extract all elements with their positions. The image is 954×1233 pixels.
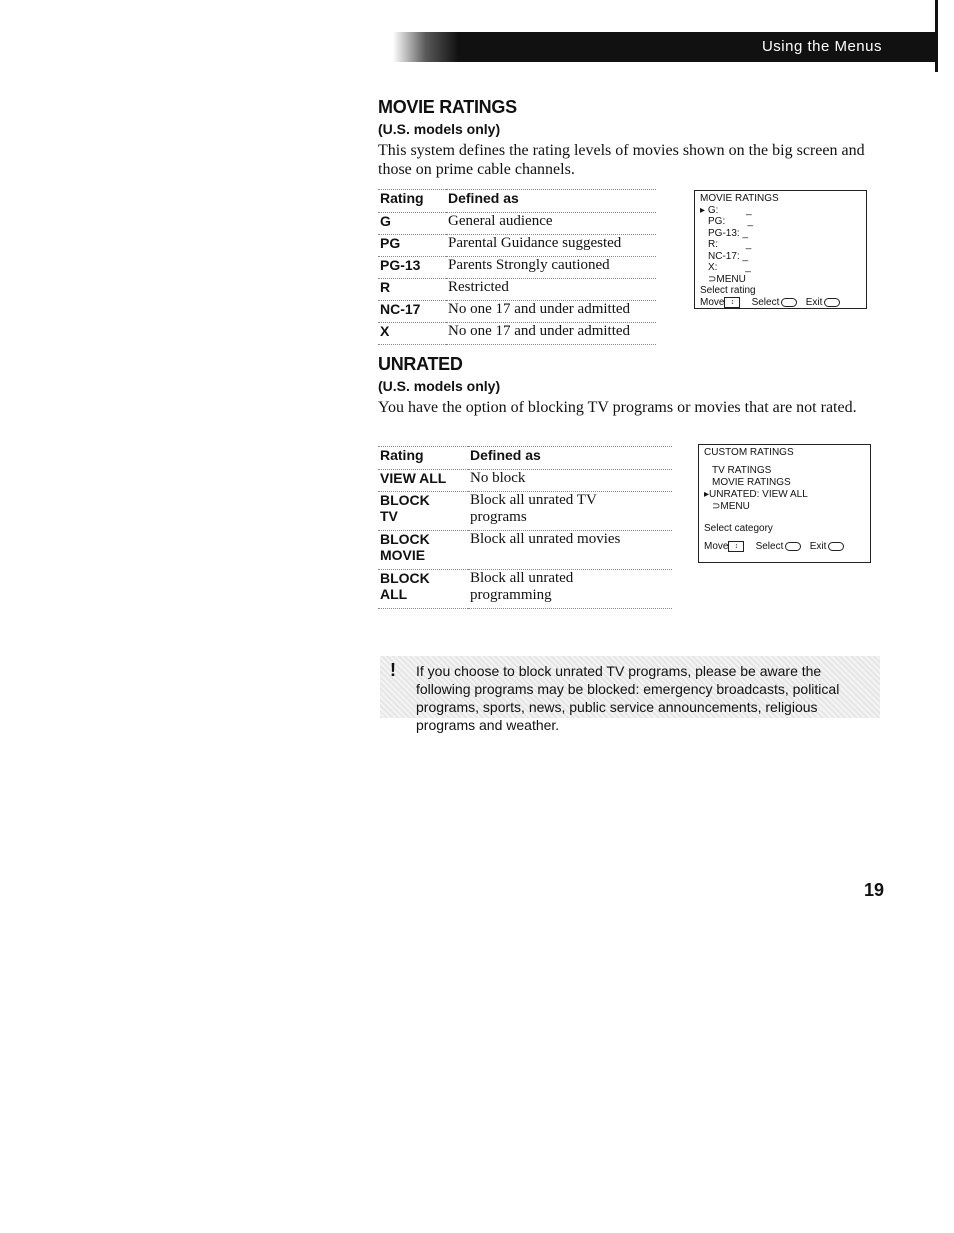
unrated-table	[378, 446, 672, 609]
osd-controls	[704, 541, 865, 553]
table-row	[378, 279, 656, 301]
osd-controls	[700, 297, 861, 309]
unrated-description: You have the option of blocking TV programs or movies that are not rated.	[378, 399, 857, 416]
definition-cell: No one 17 and under admitted	[446, 301, 656, 323]
col-defined-header: Defined as	[446, 190, 656, 213]
rating-line: TV	[380, 508, 398, 524]
table-header-row	[378, 190, 656, 213]
osd-select-label: Select	[755, 541, 784, 553]
table-header-row	[378, 447, 672, 470]
table-row	[378, 213, 656, 235]
osd-item-label: R:	[708, 239, 718, 250]
rating-line: BLOCK	[380, 570, 430, 586]
movie-section-title: MOVIE RATINGS	[378, 97, 517, 117]
osd-item-label: X:	[708, 262, 718, 273]
warning-icon: !	[390, 660, 396, 680]
table-row	[378, 235, 656, 257]
movie-section-subtitle: (U.S. models only)	[378, 121, 501, 137]
definition-cell	[468, 470, 672, 492]
definition-line: programming	[470, 587, 552, 603]
definition-cell	[468, 531, 672, 570]
menu-button-icon	[828, 542, 844, 551]
col-rating-header: Rating	[378, 190, 446, 213]
rating-cell	[378, 570, 468, 609]
definition-cell: Restricted	[446, 279, 656, 301]
menu-button-icon	[824, 298, 840, 307]
warning-note	[380, 656, 880, 733]
move-arrows-icon: ↕	[724, 297, 740, 308]
rating-line: MOVIE	[380, 547, 426, 563]
movie-ratings-osd	[694, 190, 867, 309]
rating-line: BLOCK	[380, 492, 430, 508]
header-title: Using the Menus	[761, 38, 882, 55]
select-button-icon	[785, 542, 801, 551]
osd-exit-label: Exit	[809, 541, 827, 553]
osd-item: ▸ G: _	[700, 204, 752, 216]
table-row	[378, 301, 656, 323]
osd-item: R: _	[708, 239, 752, 250]
osd-item-label: NC-17:	[708, 250, 740, 262]
definition-line: No block	[470, 470, 526, 486]
table-row	[378, 492, 672, 531]
rating-cell: G	[378, 213, 446, 235]
definition-line: Block all unrated TV	[470, 492, 597, 508]
osd-item: PG: _	[708, 216, 754, 227]
rating-line: VIEW ALL	[380, 470, 447, 486]
header-edge-mark	[935, 0, 938, 72]
osd-select-label: Select	[751, 296, 780, 308]
osd-item: X: _	[708, 262, 751, 273]
custom-ratings-osd	[698, 444, 871, 563]
pointer-icon: ▸	[704, 489, 710, 500]
unrated-section-subtitle: (U.S. models only)	[378, 378, 501, 394]
rating-cell: PG-13	[378, 257, 446, 279]
osd-title: MOVIE RATINGS	[700, 193, 779, 204]
table-row	[378, 257, 656, 279]
table-row	[378, 323, 656, 345]
move-arrows-icon: ↕	[728, 541, 744, 552]
page-number: 19	[864, 880, 885, 900]
warning-text: If you choose to block unrated TV programs, please be aware the following programs may be blocked: emergency broadcasts, political programs, sports, news, public service announcements, religious programs and weather.	[416, 663, 840, 733]
osd-item-label: UNRATED: VIEW ALL	[709, 489, 808, 500]
unrated-section-title: UNRATED	[378, 354, 463, 374]
select-button-icon	[781, 298, 797, 307]
osd-exit-label: Exit	[805, 296, 823, 308]
osd-item: NC-17: _	[708, 250, 749, 262]
rating-cell: PG	[378, 235, 446, 257]
rating-cell	[378, 470, 468, 492]
osd-menu: ⊃MENU	[708, 273, 746, 285]
pointer-icon: ▸	[700, 204, 706, 216]
definition-cell: General audience	[446, 213, 656, 235]
definition-cell: No one 17 and under admitted	[446, 323, 656, 345]
osd-item: MOVIE RATINGS	[712, 477, 791, 488]
osd-item-label: PG:	[708, 216, 726, 227]
osd-item: PG-13: _	[708, 227, 749, 239]
definition-line: Block all unrated	[470, 570, 574, 586]
table-row	[378, 470, 672, 492]
definition-line: programs	[470, 509, 527, 525]
header-bar	[393, 32, 936, 62]
definition-line: Block all unrated movies	[470, 531, 621, 547]
rating-cell: R	[378, 279, 446, 301]
definition-cell: Parental Guidance suggested	[446, 235, 656, 257]
rating-cell: NC-17	[378, 301, 446, 323]
definition-cell	[468, 492, 672, 531]
osd-help: Select category	[704, 523, 773, 534]
osd-item-label: G:	[707, 204, 719, 216]
movie-description: This system defines the rating levels of movies shown on the big screen and those on prime cable channels.	[378, 142, 865, 178]
osd-item	[704, 489, 865, 501]
osd-title: CUSTOM RATINGS	[704, 447, 794, 458]
osd-move-label: Move	[700, 296, 725, 308]
osd-help: Select rating	[700, 285, 756, 296]
rating-line: BLOCK	[380, 531, 430, 547]
col-defined-header: Defined as	[468, 447, 672, 470]
rating-line: ALL	[380, 586, 408, 602]
definition-cell: Parents Strongly cautioned	[446, 257, 656, 279]
rating-cell	[378, 531, 468, 570]
osd-move-label: Move	[704, 541, 729, 553]
col-rating-header: Rating	[378, 447, 468, 470]
osd-item: TV RATINGS	[712, 465, 772, 476]
osd-item-label: PG-13:	[708, 227, 740, 239]
rating-cell	[378, 492, 468, 531]
osd-spacer	[704, 513, 865, 523]
definition-cell	[468, 570, 672, 609]
rating-cell: X	[378, 323, 446, 345]
table-row	[378, 531, 672, 570]
movie-ratings-table	[378, 189, 656, 345]
table-row	[378, 570, 672, 609]
osd-item: ⊃MENU	[712, 501, 750, 512]
